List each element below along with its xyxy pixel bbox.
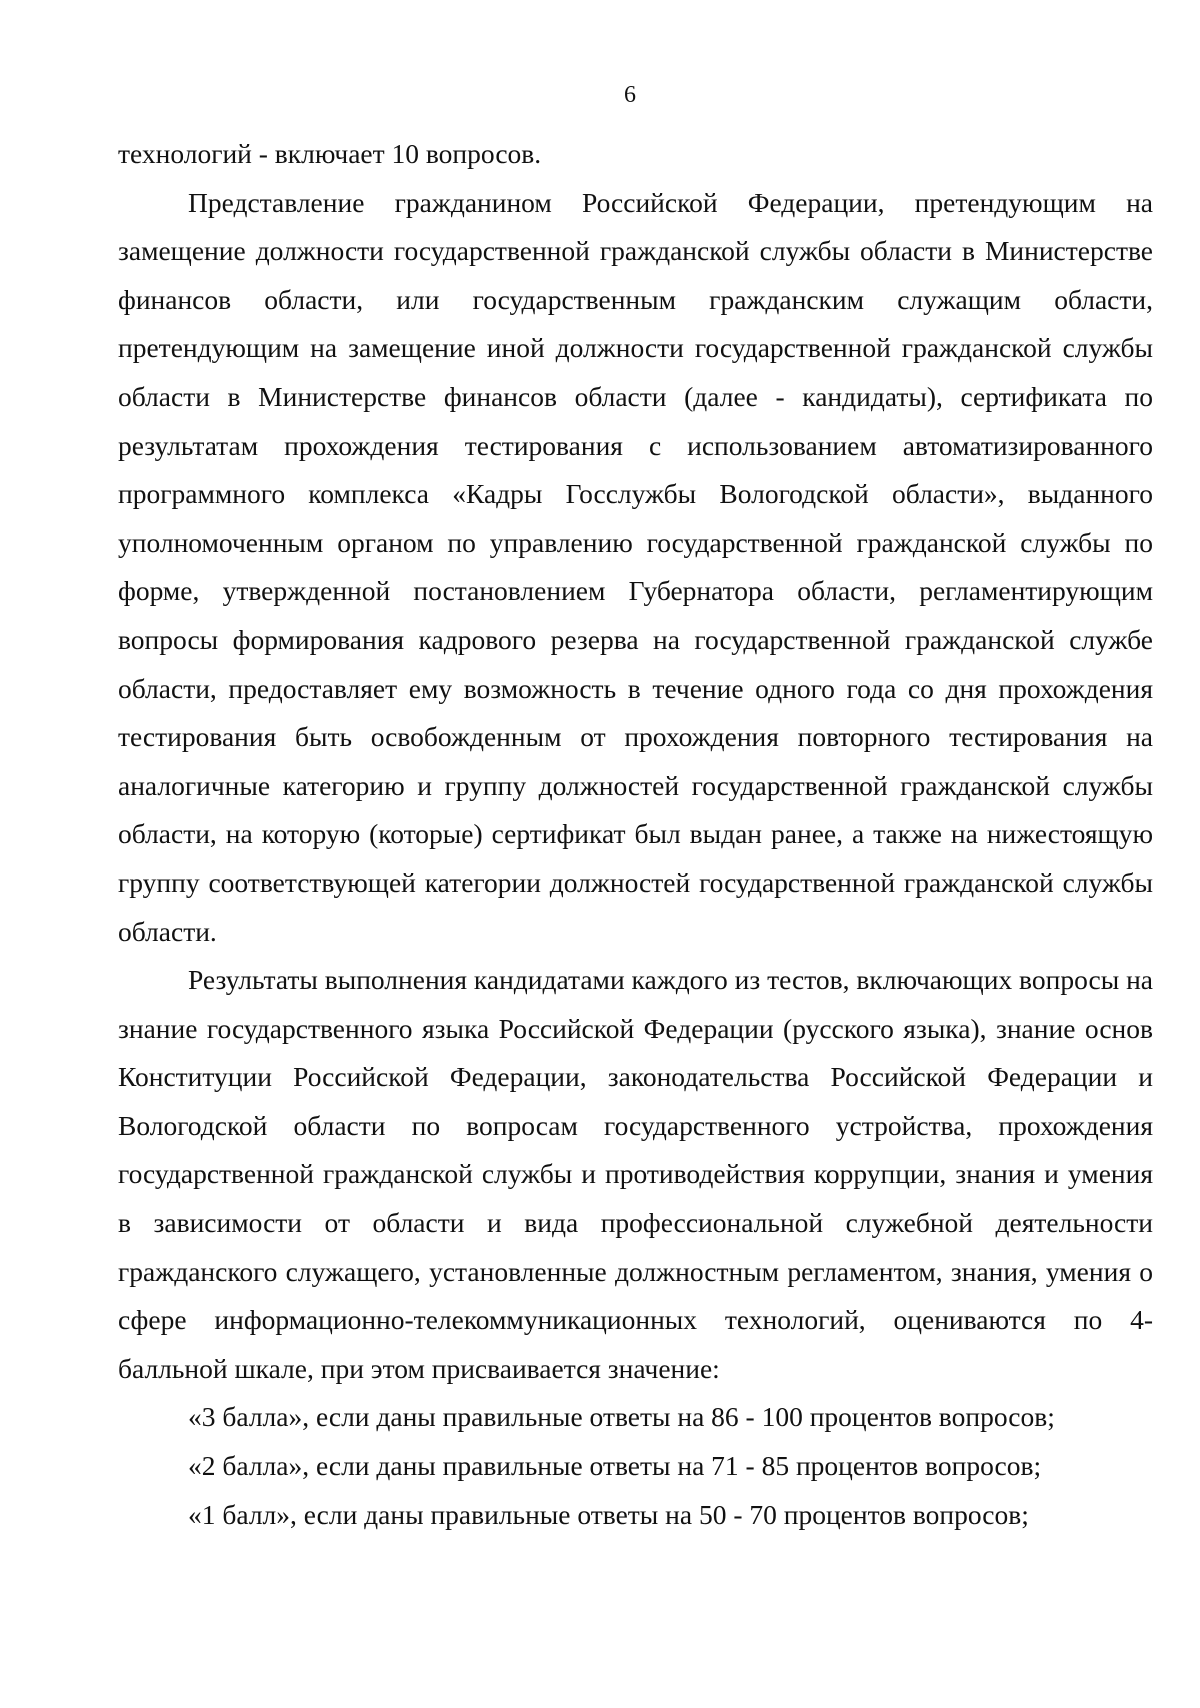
list-item-3-points: «3 балла», если даны правильные ответы на 86 - 100 процентов вопросов; bbox=[188, 1401, 1055, 1433]
paragraph-results: Результаты выполнения кандидатами каждого из тестов, включающих вопросы на знание государственного языка Российской Федерации (русского языка), знание основ Конституции Российской Федерации, законодательства Российской Федерации и Вологодской области по вопросам государственного устройства, прохождения государственной гражданской службы и противодействия коррупции, знания и умения в зависимости от области и вида профессиональной служебной деятельности гражданского служащего, установленные должностным регламентом, знания, умения о сфере информационно-телекоммуникационных технологий, оцениваются по 4-балльной шкале, при этом присваивается значение: bbox=[118, 964, 1153, 1384]
paragraph-certificate: Представление гражданином Российской Федерации, претендующим на замещение должности государственной гражданской службы области в Министерстве финансов области, или государственным гражданским служащим области, претендующим на замещение иной должности государственной гражданской службы области в Министерстве финансов области (далее - кандидаты), сертификата по результатам прохождения тестирования с использованием автоматизированного программного комплекса «Кадры Госслужбы Вологодской области», выданного уполномоченным органом по управлению государственной гражданской службы по форме, утвержденной постановлением Губернатора области, регламентирующим вопросы формирования кадрового резерва на государственной гражданской службе области, предоставляет ему возможность в течение одного года со дня прохождения тестирования быть освобожденным от прохождения повторного тестирования на аналогичные категорию и группу должностей государственной гражданской службы области, на которую (которые) сертификат был выдан ранее, а также на нижестоящую группу соответствующей категории должностей государственной гражданской службы области. bbox=[118, 186, 1153, 947]
list-item-1-point: «1 балл», если даны правильные ответы на 50 - 70 процентов вопросов; bbox=[188, 1498, 1029, 1530]
page-number: 6 bbox=[624, 82, 636, 108]
paragraph-continuation: технологий - включает 10 вопросов. bbox=[118, 138, 542, 169]
document-body bbox=[118, 130, 1153, 1539]
list-item-2-points: «2 балла», если даны правильные ответы на 71 - 85 процентов вопросов; bbox=[188, 1450, 1042, 1482]
